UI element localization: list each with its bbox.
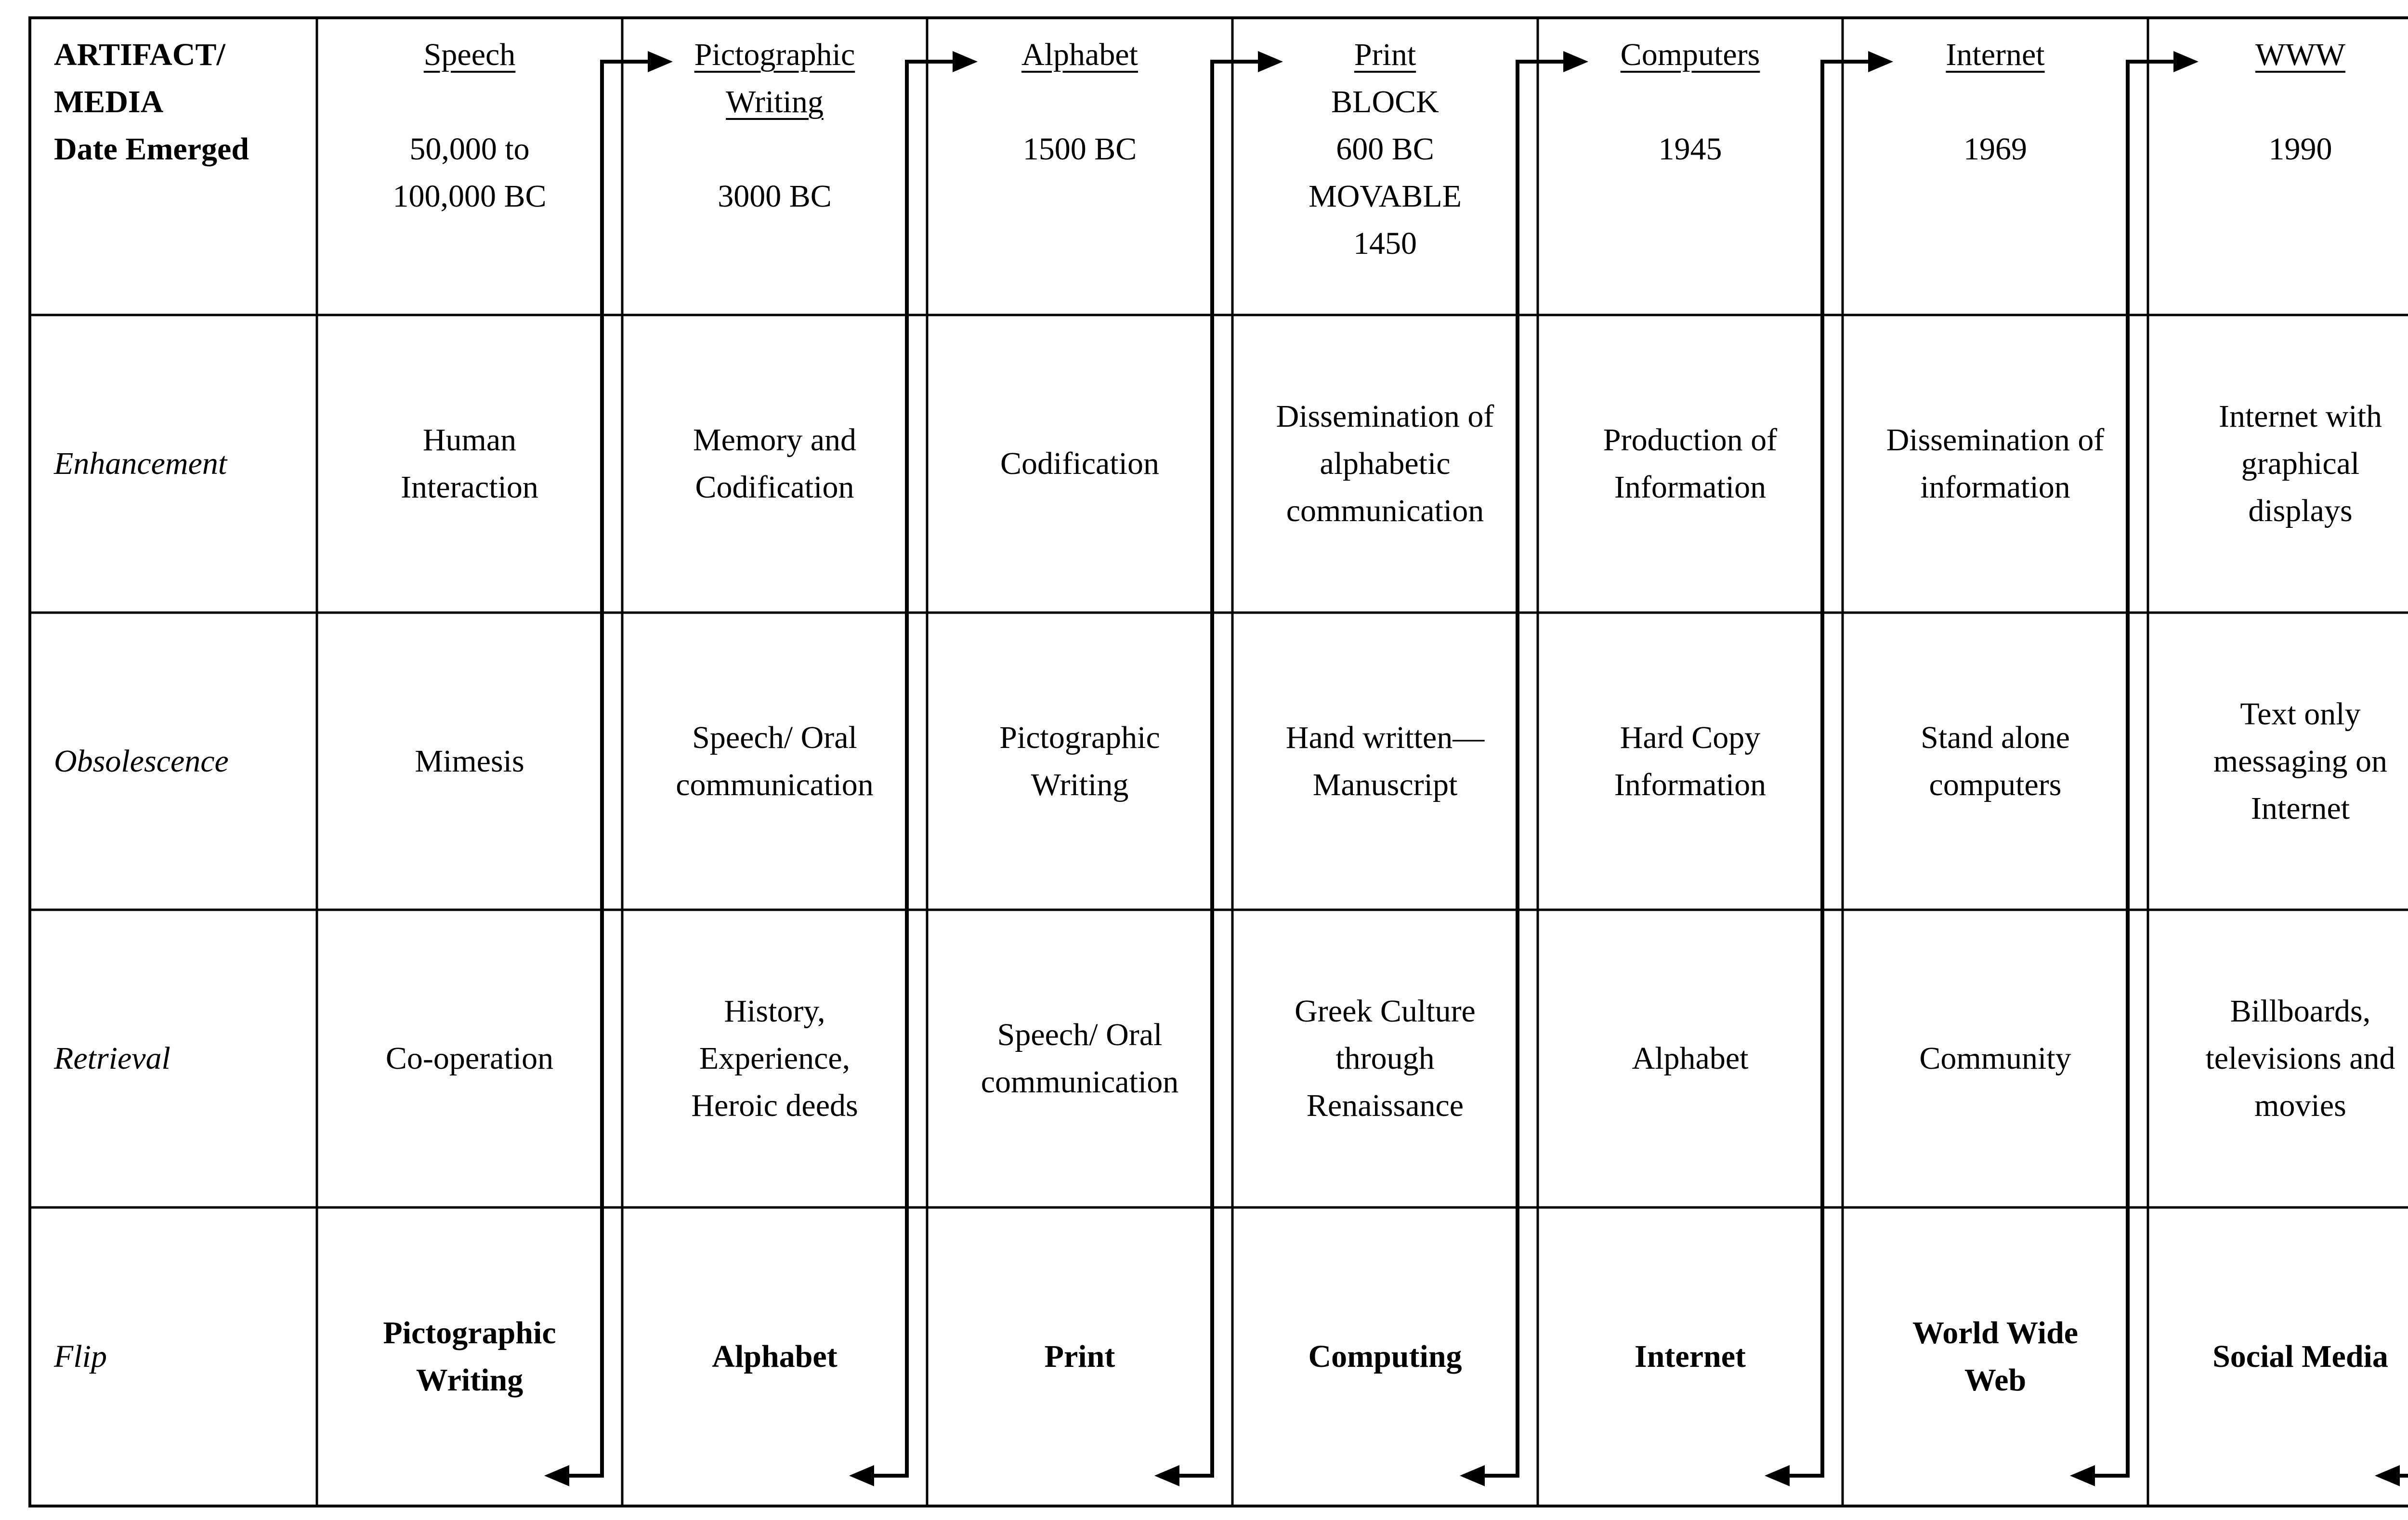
obsolescence-text-line: messaging on <box>2213 743 2388 779</box>
date-emerged-line: 600 BC <box>1336 131 1434 167</box>
enhancement-text-line: Human <box>422 422 517 458</box>
column-name: Print <box>1354 37 1416 72</box>
retrieval-text-line: Billboards, <box>2230 994 2371 1029</box>
table-border <box>30 18 2408 1506</box>
retrieval-text-line: Renaissance <box>1306 1088 1464 1123</box>
date-emerged-line: 50,000 to <box>409 131 530 167</box>
obsolescence-text-line: Writing <box>1031 767 1129 802</box>
flip-arrowhead-right <box>648 51 673 72</box>
flip-arrowhead-right <box>1868 51 1893 72</box>
retrieval-text-line: communication <box>981 1064 1179 1100</box>
obsolescence-text-line: computers <box>1929 767 2062 802</box>
column-name: Computers <box>1620 37 1760 72</box>
enhancement-text-line: Dissemination of <box>1886 422 2105 458</box>
date-emerged-line: 1945 <box>1658 131 1722 167</box>
row-label-text: Obsolescence <box>54 743 229 779</box>
retrieval-text-line: televisions and <box>2205 1041 2395 1076</box>
retrieval-text-line: Speech/ Oral <box>997 1017 1163 1052</box>
obsolescence-text-line: Pictographic <box>999 720 1160 755</box>
retrieval-text-line: Greek Culture <box>1295 994 1476 1029</box>
column-name: Alphabet <box>1021 37 1138 72</box>
obsolescence-text-line: Manuscript <box>1312 767 1458 802</box>
enhancement-text-line: Information <box>1614 470 1767 505</box>
enhancement-text-line: information <box>1920 470 2070 505</box>
enhancement-text-line: Interaction <box>401 470 538 505</box>
flip-arrowhead-right <box>1563 51 1588 72</box>
flip-arrowhead-left <box>544 1465 569 1486</box>
enhancement-text-line: Dissemination of <box>1276 399 1494 434</box>
date-emerged-line: MOVABLE <box>1309 179 1462 214</box>
retrieval-text-line: Community <box>1919 1041 2071 1076</box>
header-corner-line: Date Emerged <box>54 131 249 167</box>
enhancement-text-line: graphical <box>2241 446 2360 481</box>
date-emerged-line: BLOCK <box>1331 84 1439 119</box>
flip-arrowhead-left <box>2375 1465 2400 1486</box>
obsolescence-text-line: Text only <box>2240 696 2361 732</box>
flip-arrow-path <box>2081 62 2184 1476</box>
flip-arrow-path <box>1775 62 1879 1476</box>
flip-text-line: Writing <box>416 1363 523 1398</box>
date-emerged-line: 1969 <box>1963 131 2027 167</box>
date-emerged-line: 100,000 BC <box>393 179 547 214</box>
row-label-text: Enhancement <box>54 446 227 481</box>
column-name: WWW <box>2255 37 2345 72</box>
date-emerged-line: 3000 BC <box>718 179 832 214</box>
enhancement-text-line: Memory and <box>693 422 857 458</box>
obsolescence-text-line: Hard Copy <box>1620 720 1761 755</box>
flip-arrowhead-left <box>1765 1465 1790 1486</box>
obsolescence-text-line: Mimesis <box>415 743 524 779</box>
obsolescence-text-line: Hand written— <box>1285 720 1485 755</box>
flip-text-line: Web <box>1964 1363 2027 1398</box>
enhancement-text-line: Codification <box>695 470 854 505</box>
flip-arrowhead-right <box>1258 51 1283 72</box>
obsolescence-text-line: Stand alone <box>1921 720 2070 755</box>
date-emerged-line: 1500 BC <box>1022 131 1137 167</box>
column-name: Speech <box>423 37 516 72</box>
flip-arrowhead-left <box>2070 1465 2095 1486</box>
date-emerged-line: 1450 <box>1353 226 1417 261</box>
flip-arrowhead-right <box>953 51 978 72</box>
row-label-text: Retrieval <box>54 1041 170 1076</box>
obsolescence-text-line: Information <box>1614 767 1767 802</box>
flip-arrow-path <box>1165 62 1269 1476</box>
flip-text-line: Alphabet <box>712 1339 838 1374</box>
flip-arrow-path <box>555 62 658 1476</box>
column-name-line: Writing <box>726 84 824 119</box>
obsolescence-text-line: communication <box>676 767 874 802</box>
retrieval-text-line: Alphabet <box>1632 1041 1749 1076</box>
flip-text-line: World Wide <box>1912 1315 2079 1350</box>
flip-arrowhead-left <box>1460 1465 1485 1486</box>
header-corner-line: MEDIA <box>54 84 164 119</box>
retrieval-text-line: Co-operation <box>385 1041 554 1076</box>
flip-text-line: Pictographic <box>383 1315 556 1350</box>
retrieval-text-line: movies <box>2254 1088 2346 1123</box>
flip-arrow-path <box>860 62 963 1476</box>
obsolescence-text-line: Speech/ Oral <box>692 720 857 755</box>
flip-arrowhead-left <box>1154 1465 1179 1486</box>
column-name: Internet <box>1946 37 2045 72</box>
flip-arrowhead-left <box>849 1465 874 1486</box>
date-emerged-line: 1990 <box>2268 131 2332 167</box>
enhancement-text-line: communication <box>1286 493 1484 528</box>
row-label-text: Flip <box>54 1339 107 1374</box>
enhancement-text-line: alphabetic <box>1320 446 1451 481</box>
flip-text-line: Computing <box>1308 1339 1462 1374</box>
retrieval-text-line: through <box>1335 1041 1435 1076</box>
retrieval-text-line: Heroic deeds <box>691 1088 858 1123</box>
flip-arrowhead-right <box>2173 51 2199 72</box>
enhancement-text-line: displays <box>2248 493 2353 528</box>
flip-text-line: Social Media <box>2212 1339 2388 1374</box>
obsolescence-text-line: Internet <box>2251 790 2350 826</box>
enhancement-text-line: Codification <box>1000 446 1159 481</box>
enhancement-text-line: Production of <box>1603 422 1778 458</box>
flip-text-line: Internet <box>1635 1339 1746 1374</box>
column-name-line: Pictographic <box>694 37 855 72</box>
enhancement-text-line: Internet with <box>2218 399 2382 434</box>
flip-arrow-path <box>1470 62 1574 1476</box>
flip-arrow-path <box>2385 62 2408 1476</box>
retrieval-text-line: Experience, <box>699 1041 851 1076</box>
retrieval-text-line: History, <box>724 994 825 1029</box>
header-corner-line: ARTIFACT/ <box>54 37 225 72</box>
flip-text-line: Print <box>1044 1339 1115 1374</box>
